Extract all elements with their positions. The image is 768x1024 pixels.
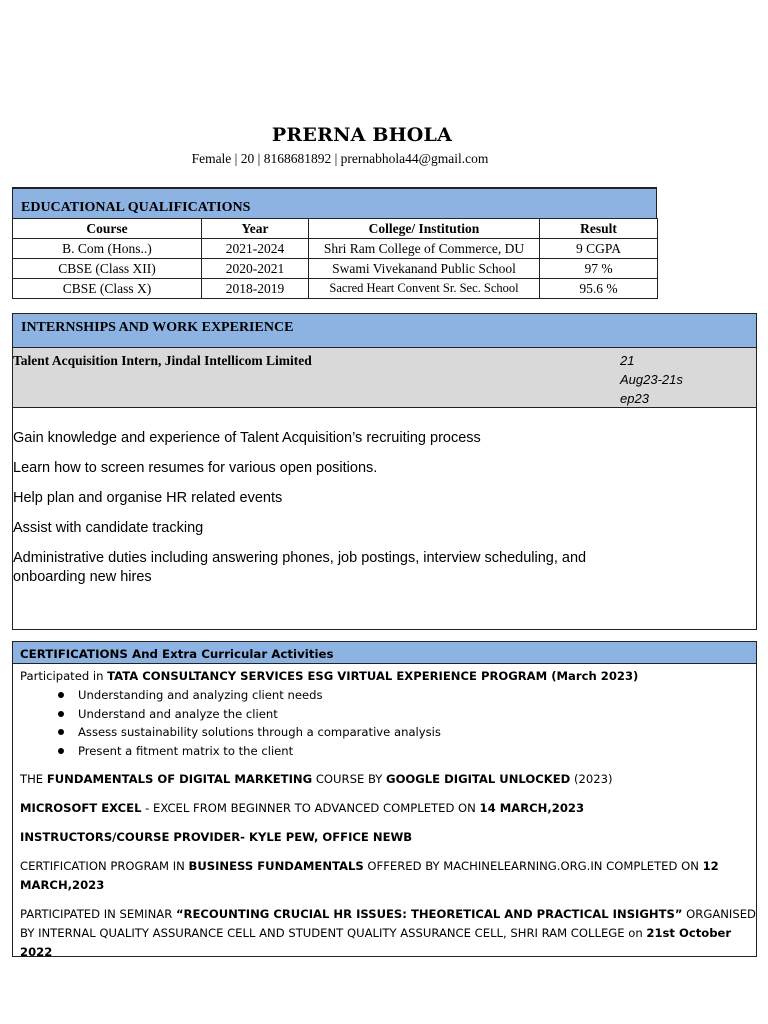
- completion-date: 14 MARCH,2023: [479, 801, 585, 815]
- education-table: [12, 218, 658, 299]
- hr-seminar: [20, 905, 756, 957]
- text-span: OFFERED BY MACHINELEARNING.ORG.IN COMPLETED ON: [363, 859, 703, 873]
- result-cell: 97 %: [540, 259, 658, 279]
- provider-name: GOOGLE DIGITAL UNLOCKED: [386, 772, 571, 786]
- contact-line: Female | 20 | 8168681892 | prernabhola44@gmail.com: [191, 151, 489, 166]
- course-cell: CBSE (Class X): [13, 279, 202, 299]
- seminar-title: “RECOUNTING CRUCIAL HR ISSUES: THEORETICAL AND PRACTICAL INSIGHTS”: [175, 907, 683, 921]
- text-span: (2023): [570, 772, 613, 786]
- role-dates: [620, 351, 700, 408]
- date-line: Aug23-21s: [620, 372, 683, 387]
- certifications-body: [13, 664, 756, 957]
- education-section: [12, 187, 657, 299]
- internship-role-row: [13, 348, 756, 408]
- list-item: Assess sustainability solutions through a comparative analysis: [58, 723, 756, 742]
- column-header: Result: [540, 219, 658, 239]
- date-line: 21: [620, 353, 635, 368]
- duty-item: Learn how to screen resumes for various open positions.: [13, 460, 378, 476]
- column-header: Year: [202, 219, 309, 239]
- table-row: [13, 259, 658, 279]
- instructors-line: [20, 828, 756, 847]
- duty-item: Administrative duties including answering phones, job postings, interview scheduling, and onboarding new hires: [13, 550, 587, 585]
- list-item: Understand and analyze the client: [58, 705, 756, 724]
- text-span: CERTIFICATION PROGRAM IN: [20, 859, 189, 873]
- table-row: [13, 239, 658, 259]
- seminar-date: 21st October 2022: [20, 926, 732, 957]
- internship-section: [12, 313, 757, 630]
- result-cell: 95.6 %: [540, 279, 658, 299]
- role-title: Talent Acquisition Intern, Jindal Intellicom Limited: [13, 353, 312, 368]
- duties-list: [13, 429, 613, 598]
- duty-item: Help plan and organise HR related events: [13, 490, 283, 506]
- certifications-section: [12, 641, 757, 957]
- institution-cell: Shri Ram College of Commerce, DU: [309, 239, 540, 259]
- google-course: [20, 770, 756, 789]
- tcs-bullets: [20, 686, 756, 760]
- year-cell: 2020-2021: [202, 259, 309, 279]
- year-cell: 2021-2024: [202, 239, 309, 259]
- tcs-program: [20, 667, 756, 686]
- duty-item: Gain knowledge and experience of Talent Acquisition’s recruiting process: [13, 430, 481, 446]
- excel-course: [20, 799, 756, 818]
- result-cell: 9 CGPA: [540, 239, 658, 259]
- table-row: [13, 279, 658, 299]
- text-span: COURSE BY: [312, 772, 387, 786]
- course-cell: CBSE (Class XII): [13, 259, 202, 279]
- course-name: MICROSOFT EXCEL: [20, 801, 142, 815]
- text-span: THE: [20, 772, 47, 786]
- column-header: College/ Institution: [309, 219, 540, 239]
- candidate-name: PRERNA BHOLA: [271, 124, 453, 146]
- duty-item: Assist with candidate tracking: [13, 520, 204, 536]
- education-heading: EDUCATIONAL QUALIFICATIONS: [12, 189, 657, 218]
- text-span: PARTICIPATED IN SEMINAR: [20, 907, 176, 921]
- list-item: Present a fitment matrix to the client: [58, 742, 756, 761]
- list-item: Understanding and analyzing client needs: [58, 686, 756, 705]
- course-cell: B. Com (Hons..): [13, 239, 202, 259]
- year-cell: 2018-2019: [202, 279, 309, 299]
- program-name: BUSINESS FUNDAMENTALS: [188, 859, 364, 873]
- text-span: ORGANISED BY INTERNAL QUALITY ASSURANCE CELL AND STUDENT QUALITY ASSURANCE CELL, SHRI RAM COLLEGE on: [20, 907, 756, 940]
- internship-heading: INTERNSHIPS AND WORK EXPERIENCE: [13, 314, 756, 348]
- text-span: Participated in: [20, 669, 108, 683]
- instructors-text: INSTRUCTORS/COURSE PROVIDER- KYLE PEW, OFFICE NEWB: [20, 830, 413, 844]
- program-name: TATA CONSULTANCY SERVICES ESG VIRTUAL EXPERIENCE PROGRAM (March 2023): [107, 669, 639, 683]
- column-header: Course: [13, 219, 202, 239]
- institution-cell: Swami Vivekanand Public School: [309, 259, 540, 279]
- institution-cell: Sacred Heart Convent Sr. Sec. School: [309, 279, 540, 299]
- course-name: FUNDAMENTALS OF DIGITAL MARKETING: [46, 772, 313, 786]
- certifications-heading: CERTIFICATIONS And Extra Curricular Activities: [13, 642, 756, 664]
- completion-date: 12 MARCH,2023: [20, 859, 719, 892]
- date-line: ep23: [620, 391, 649, 406]
- text-span: - EXCEL FROM BEGINNER TO ADVANCED COMPLETED ON: [141, 801, 480, 815]
- business-certification: [20, 857, 756, 895]
- table-header-row: [13, 219, 658, 239]
